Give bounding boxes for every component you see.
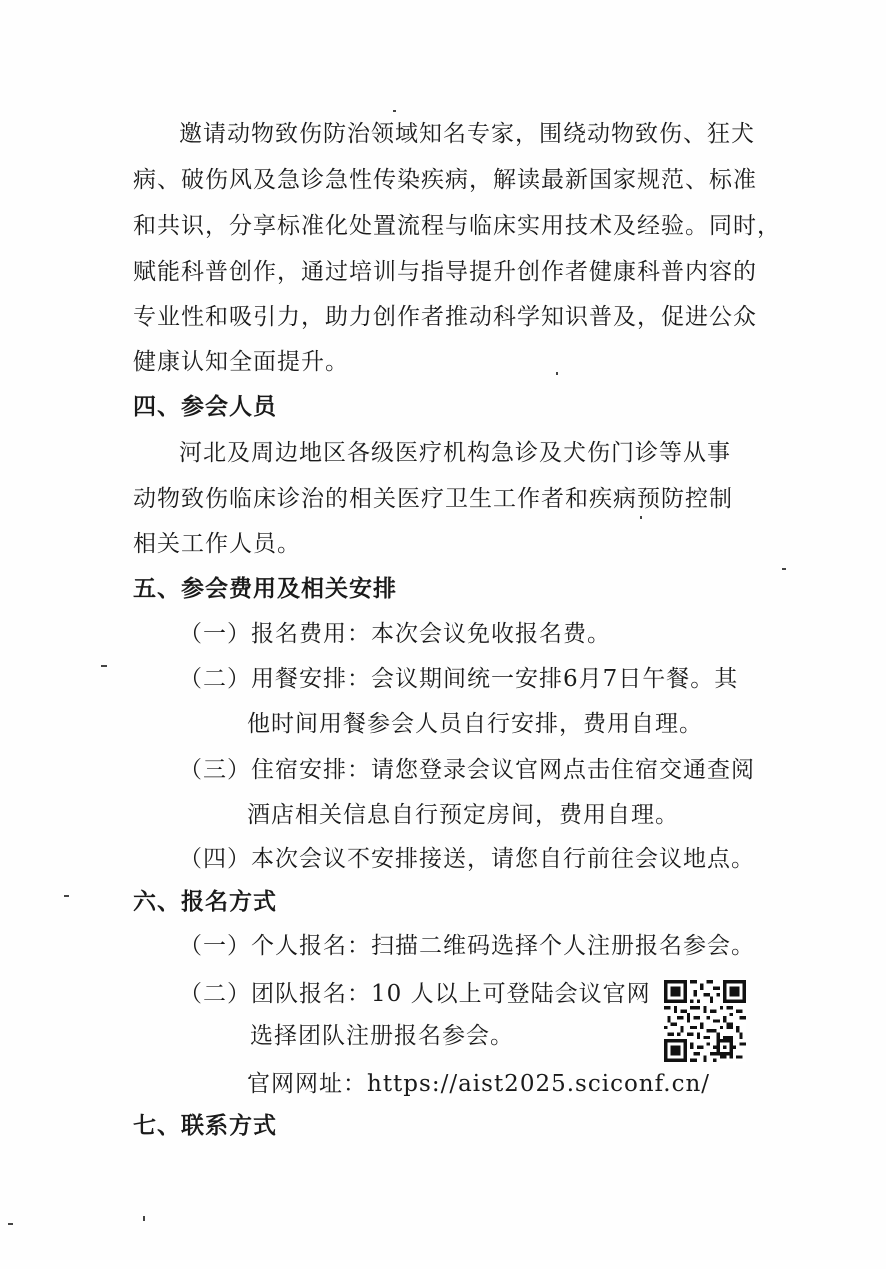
section5-item-1: （一）报名费用：本次会议免收报名费。	[179, 621, 611, 647]
intro-line-6: 健康认知全面提升。	[133, 349, 349, 375]
scan-speck	[640, 516, 642, 519]
intro-line-5: 专业性和吸引力，助力创作者推动科学知识普及，促进公众	[133, 304, 757, 330]
section5-heading: 五、参会费用及相关安排	[133, 575, 397, 602]
section6-heading: 六、报名方式	[133, 888, 277, 915]
section5-item-4: （四）本次会议不安排接送，请您自行前往会议地点。	[179, 846, 755, 872]
scan-speck	[64, 895, 69, 897]
intro-line-3: 和共识，分享标准化处置流程与临床实用技术及经验。同时，	[133, 213, 781, 239]
qr-code-icon	[664, 980, 746, 1062]
section4-line-2: 动物致伤临床诊治的相关医疗卫生工作者和疾病预防控制	[133, 486, 733, 512]
website-url: 官网网址：https://aist2025.sciconf.cn/	[247, 1071, 711, 1097]
section4-line-3: 相关工作人员。	[133, 531, 301, 557]
scan-speck	[8, 1223, 13, 1225]
scan-speck	[143, 1216, 145, 1221]
section7-heading: 七、联系方式	[133, 1112, 277, 1139]
section5-item-2-cont: 他时间用餐参会人员自行安排，费用自理。	[247, 711, 703, 737]
section4-line-1: 河北及周边地区各级医疗机构急诊及犬伤门诊等从事	[179, 440, 731, 466]
section4-heading: 四、参会人员	[133, 393, 277, 420]
section5-item-3-cont: 酒店相关信息自行预定房间，费用自理。	[247, 802, 679, 828]
section5-item-3: （三）住宿安排：请您登录会议官网点击住宿交通查阅	[179, 757, 755, 783]
section6-item-2-cont: 选择团队注册报名参会。	[250, 1023, 514, 1049]
scan-speck	[101, 665, 107, 667]
section6-item-2: （二）团队报名：10 人以上可登陆会议官网	[179, 981, 651, 1007]
intro-line-2: 病、破伤风及急诊急性传染疾病，解读最新国家规范、标准	[133, 167, 757, 193]
intro-line-1: 邀请动物致伤防治领域知名专家，围绕动物致伤、狂犬	[179, 121, 755, 147]
section5-item-2: （二）用餐安排：会议期间统一安排6月7日午餐。其	[179, 666, 739, 692]
intro-line-4: 赋能科普创作，通过培训与指导提升创作者健康科普内容的	[133, 259, 757, 285]
scan-speck	[782, 568, 786, 570]
scan-speck	[393, 110, 396, 112]
scan-speck	[556, 372, 558, 375]
section6-item-1: （一）个人报名：扫描二维码选择个人注册报名参会。	[179, 933, 755, 959]
